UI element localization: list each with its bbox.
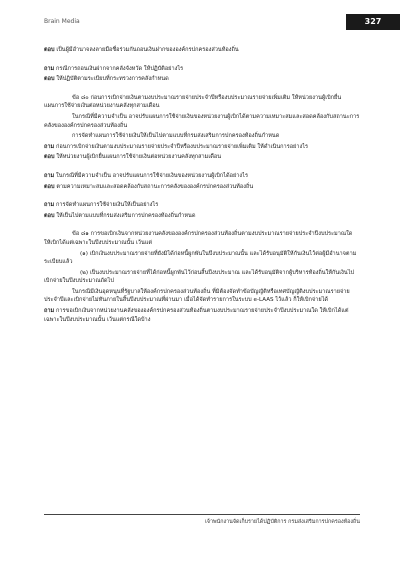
answer-paragraph <box>44 46 360 55</box>
footer-divider <box>44 514 360 515</box>
question-text: กรณีการถอนเงินฝากจากคลังจังหวัด ให้ปฏิบัติอย่างไร <box>56 65 184 72</box>
question-text: ในกรณีที่มีความจำเป็น อาจปรับแผนการใช้จ่ายเงินของหน่วยงานผู้เบิกได้อย่างไร <box>56 172 248 179</box>
regulation-item-2: (๒) เป็นงบประมาณรายจ่ายที่ได้ก่อหนี้ผูกพันไว้ก่อนสิ้นปีงบประมาณ และได้รับอนุมัติจากผู้บริหารท้องถิ่นให้กันเงินไปเบิกจ่ายในปีงบประมาณถัดไป <box>44 269 355 285</box>
answer-paragraph <box>44 212 360 221</box>
question-paragraph <box>44 65 360 74</box>
question-label: ถาม <box>44 172 55 179</box>
question-label: ถาม <box>44 143 55 150</box>
answer-text: ให้หน่วยงานผู้เบิกยื่นแผนการใช้จ่ายเงินต่อหน่วยงานคลังทุกสามเดือน <box>56 154 222 161</box>
answer-text: ให้ปฏิบัติตามระเบียบที่กระทรวงการคลังกำหนด <box>56 76 169 83</box>
question-text: การจัดทำแผนการใช้จ่ายเงินให้เป็นอย่างไร <box>56 202 159 209</box>
regulation-paragraph: การจัดทำแผนการใช้จ่ายเงินให้เป็นไปตามแบบที่กรมส่งเสริมการปกครองท้องถิ่นกำหนด <box>72 133 280 140</box>
regulation-clause-81: ข้อ ๘๑ การขอเบิกเงินจากหน่วยงานคลังขององค์กรปกครองส่วนท้องถิ่นตามงบประมาณรายจ่ายประจำปีงบประมาณใด ให้เบิกได้แต่เฉพาะในปีงบประมาณนั้น เว้นแต่ <box>44 231 353 246</box>
regulation-paragraph: ในกรณีที่มีความจำเป็น อาจปรับแผนการใช้จ่ายเงินของหน่วยงานผู้เบิกได้ตามความเหมาะสมและสอดคล้องกับสถานะการคลังขององค์กรปกครองส่วนท้องถิ่น <box>44 113 360 129</box>
question-paragraph <box>44 307 360 324</box>
answer-label: ตอบ <box>44 183 55 190</box>
regulation-clause-80: ข้อ ๘๐ ก่อนการเบิกจ่ายเงินตามงบประมาณรายจ่ายประจำปีหรืองบประมาณรายจ่ายเพิ่มเติม ให้หน่วยงานผู้เบิกยื่นแผนการใช้จ่ายเงินต่อหน่วยงานคลังทุกสามเดือน <box>44 94 342 110</box>
answer-label: ตอบ <box>44 212 55 219</box>
question-label: ถาม <box>44 308 55 315</box>
answer-paragraph <box>44 183 360 192</box>
regulation-paragraph: ในกรณีมีเงินอุดหนุนที่รัฐบาลให้องค์กรปกครองส่วนท้องถิ่น ที่มิต้องจัดทำข้อบัญญัติหรือเทศบัญญัติงบประมาณรายจ่ายประจำปีและเบิกจ่ายไม่ทันภายในสิ้นปีงบประมาณที่ผ่านมา เมื่อได้จัดทำรายการในระบบ e-LAAS ไว้แล้ว ก็ให้เบิกจ่ายได้ <box>44 288 350 304</box>
document-body <box>44 46 360 326</box>
answer-text: ตามความเหมาะสมและสอดคล้องกับสถานะการคลังขององค์กรปกครองส่วนท้องถิ่น <box>56 183 254 190</box>
question-label: ถาม <box>44 202 55 209</box>
question-label: ถาม <box>44 65 55 72</box>
question-paragraph <box>44 143 360 152</box>
question-text: การขอเบิกเงินจากหน่วยงานคลังขององค์กรปกครองส่วนท้องถิ่นตามงบประมาณรายจ่ายประจำปีงบประมาณใด ให้เบิกได้แต่เฉพาะในปีงบประมาณนั้น เว้นแต่กรณีใดบ้าง <box>44 308 349 323</box>
answer-label: ตอบ <box>44 47 55 53</box>
answer-label: ตอบ <box>44 76 55 83</box>
answer-paragraph <box>44 75 360 84</box>
page-number-badge: 327 <box>346 14 400 30</box>
header-brand: Brain Media <box>44 18 80 25</box>
answer-paragraph <box>44 153 360 162</box>
regulation-item-1: (๑) เบิกเงินงบประมาณรายจ่ายที่ยังมิได้ก่อหนี้ผูกพันในปีงบประมาณนั้น และได้รับอนุมัติให้กันเงินไว้ต่อผู้มีอำนาจตามระเบียบแล้ว <box>44 250 357 266</box>
question-text: ก่อนการเบิกจ่ายเงินตามงบประมาณรายจ่ายประจำปีหรืองบประมาณรายจ่ายเพิ่มเติม ให้ดำเนินการอย่างไร <box>56 143 309 150</box>
question-paragraph <box>44 201 360 210</box>
answer-text: เป็นผู้มีอำนาจลงลายมือชื่อร่วมกันถอนเงินฝากขององค์กรปกครองส่วนท้องถิ่น <box>56 47 239 53</box>
answer-text: ให้เป็นไปตามแบบที่กรมส่งเสริมการปกครองท้องถิ่นกำหนด <box>56 212 196 219</box>
question-paragraph <box>44 172 360 181</box>
footer-text: เจ้าพนักงานจัดเก็บรายได้ปฏิบัติการ กรมส่งเสริมการปกครองท้องถิ่น <box>204 519 360 525</box>
answer-label: ตอบ <box>44 154 55 161</box>
